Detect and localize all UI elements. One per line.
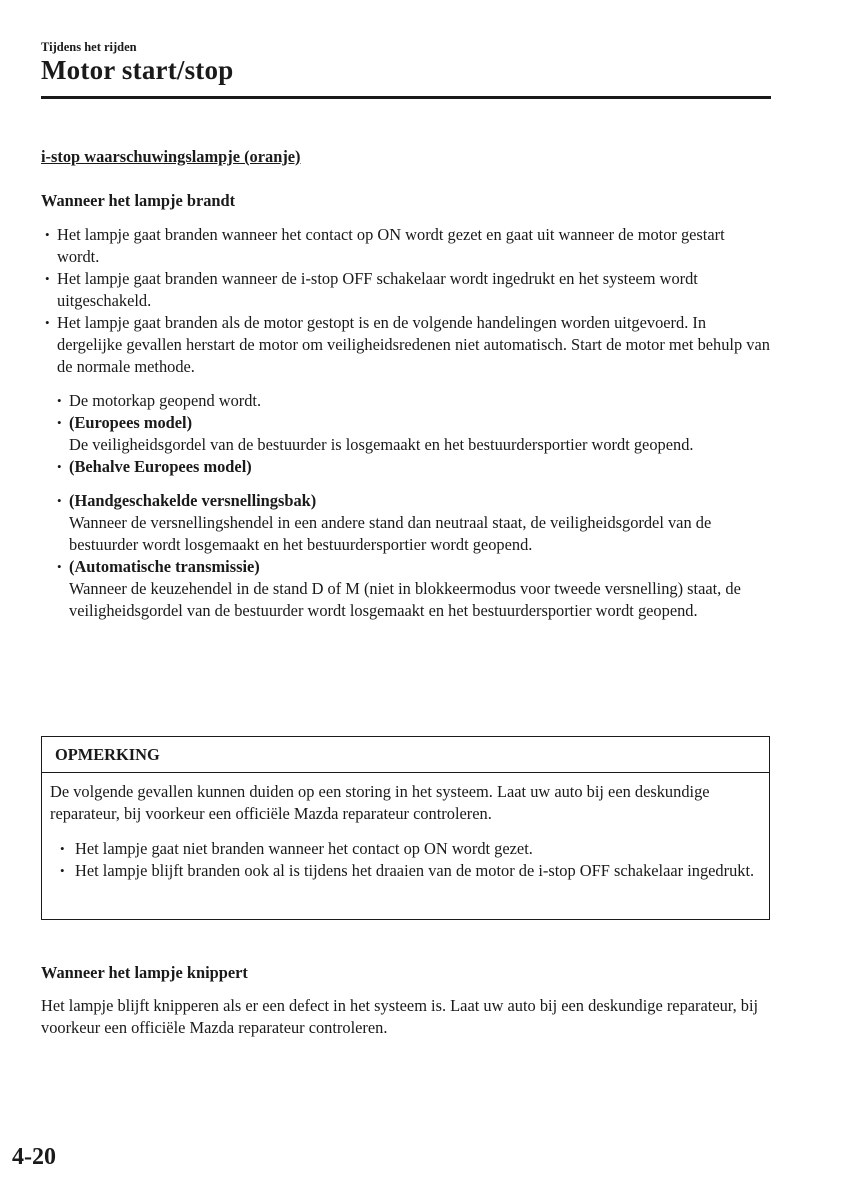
when-flashing-heading: Wanneer het lampje knippert: [41, 963, 248, 982]
condition-text: De motorkap geopend wordt.: [69, 391, 262, 410]
condition-title: • (Automatische transmissie): [69, 557, 260, 576]
when-on-heading: Wanneer het lampje brandt: [41, 191, 236, 210]
page-title: Motor start/stop: [41, 55, 234, 85]
when-on-list: [41, 224, 771, 378]
note-list: [50, 838, 761, 882]
note-text: De volgende gevallen kunnen duiden op een storing in het systeem. Laat uw auto bij een deskundige reparateur, bij voorkeur een officiële Mazda reparateur controleren.: [50, 782, 710, 823]
note-box: [41, 736, 770, 920]
note-heading: OPMERKING: [42, 737, 769, 773]
list-item: • Het lampje blijft branden ook al is tijdens het draaien van de motor de i-stop OFF schakelaar ingedrukt.: [50, 860, 761, 882]
title-rule: [41, 96, 771, 99]
main-content: [41, 146, 771, 622]
condition-title: • (Behalve Europees model): [69, 457, 252, 476]
note-body: [42, 773, 769, 882]
condition-text: Wanneer de keuzehendel in de stand D of M (niet in blokkeermodus voor tweede versnelling) staat, de veiligheidsgordel van de bestuurder wordt losgemaakt en het bestuurdersportier wordt geopend.: [69, 579, 741, 620]
condition-text: Wanneer de versnellingshendel in een andere stand dan neutraal staat, de veiligheidsgordel van de bestuurder wordt losgemaakt en het bestuurdersportier wordt geopend.: [69, 513, 712, 554]
when-flashing-section: [41, 962, 771, 1039]
conditions-list: [53, 390, 771, 622]
list-item: • Het lampje gaat branden als de motor gestopt is en de volgende handelingen worden uitgevoerd. In dergelijke gevallen herstart de motor om veiligheidsredenen niet automatisch. Start de motor met behulp van de normale methode.: [41, 312, 771, 378]
page-number: 4-20: [12, 1144, 56, 1170]
list-item: • Het lampje gaat branden wanneer het contact op ON wordt gezet en gaat uit wanneer de motor gestart wordt.: [41, 224, 771, 268]
condition-title: • (Europees model): [69, 413, 193, 432]
condition-text: De veiligheidsgordel van de bestuurder is losgemaakt en het bestuurdersportier wordt geopend.: [69, 435, 694, 454]
subheading: i-stop waarschuwingslampje (oranje): [41, 147, 301, 166]
list-item: [53, 412, 771, 456]
list-item: • Het lampje gaat niet branden wanneer het contact op ON wordt gezet.: [50, 838, 761, 860]
list-item: [53, 490, 771, 556]
list-item: [53, 456, 771, 478]
list-item: • Het lampje gaat branden wanneer de i-stop OFF schakelaar wordt ingedrukt en het systeem wordt uitgeschakeld.: [41, 268, 771, 312]
when-flashing-text: Het lampje blijft knipperen als er een defect in het systeem is. Laat uw auto bij een deskundige reparateur, bij voorkeur een officiële Mazda reparateur controleren.: [41, 996, 759, 1037]
list-item: [53, 390, 771, 412]
condition-title: • (Handgeschakelde versnellingsbak): [69, 491, 317, 510]
list-item: [53, 556, 771, 622]
section-label: Tijdens het rijden: [41, 40, 137, 54]
